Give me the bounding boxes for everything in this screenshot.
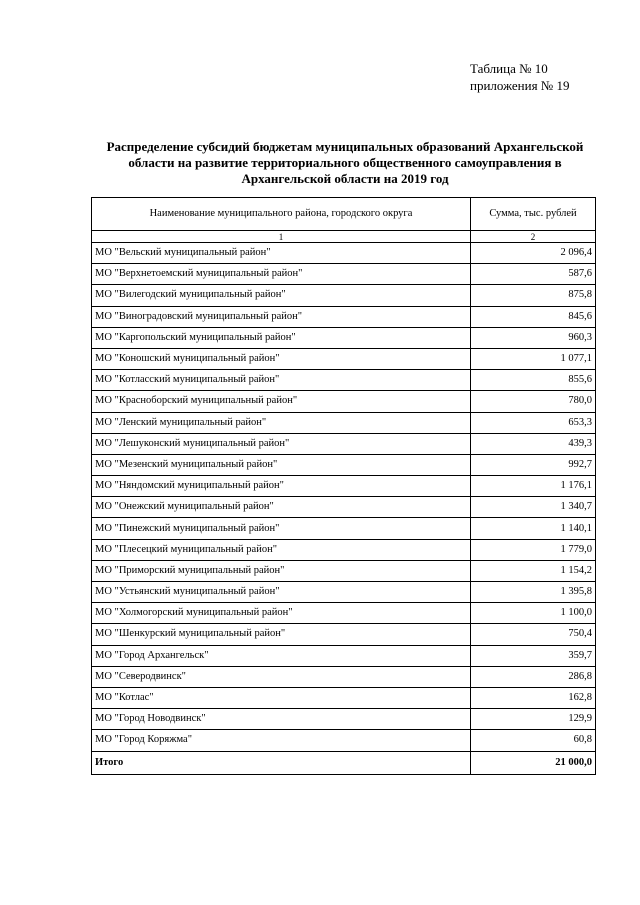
table-header-row [92, 198, 596, 231]
table-row [92, 391, 596, 412]
subsidy-amount: 1 340,7 [471, 497, 596, 518]
table-row [92, 539, 596, 560]
subsidy-amount: 1 100,0 [471, 603, 596, 624]
subsidy-table [91, 197, 596, 775]
municipality-name: МО "Верхнетоемский муниципальный район" [92, 264, 471, 285]
table-row [92, 560, 596, 581]
table-row [92, 370, 596, 391]
municipality-name: МО "Устьянский муниципальный район" [92, 582, 471, 603]
municipality-name: МО "Пинежский муниципальный район" [92, 518, 471, 539]
municipality-name: МО "Вельский муниципальный район" [92, 243, 471, 264]
subsidy-amount: 1 779,0 [471, 539, 596, 560]
municipality-name: МО "Онежский муниципальный район" [92, 497, 471, 518]
municipality-name: МО "Холмогорский муниципальный район" [92, 603, 471, 624]
table-row [92, 603, 596, 624]
table-reference [470, 60, 569, 94]
municipality-name: МО "Коношский муниципальный район" [92, 348, 471, 369]
subsidy-amount: 1 154,2 [471, 560, 596, 581]
subsidy-amount: 653,3 [471, 412, 596, 433]
subsidy-amount: 992,7 [471, 454, 596, 475]
table-row [92, 582, 596, 603]
municipality-name: МО "Город Архангельск" [92, 645, 471, 666]
table-row [92, 454, 596, 475]
municipality-name: МО "Северодвинск" [92, 666, 471, 687]
municipality-name: МО "Город Коряжма" [92, 730, 471, 751]
table-row [92, 264, 596, 285]
subsidy-amount: 875,8 [471, 285, 596, 306]
subsidy-amount: 2 096,4 [471, 243, 596, 264]
document-title: Распределение субсидий бюджетам муниципальных образований Архангельской области на развитие территориального общественного самоуправления в Архангельской области на 2019 год [106, 139, 584, 186]
appendix-number: приложения № 19 [470, 78, 570, 93]
column-number-1: 1 [92, 231, 471, 243]
subsidy-amount: 1 176,1 [471, 476, 596, 497]
municipality-name: МО "Приморский муниципальный район" [92, 560, 471, 581]
table-row [92, 709, 596, 730]
table-row [92, 518, 596, 539]
table-row [92, 666, 596, 687]
subsidy-amount: 587,6 [471, 264, 596, 285]
table-row [92, 285, 596, 306]
subsidy-amount: 855,6 [471, 370, 596, 391]
subsidy-amount: 439,3 [471, 433, 596, 454]
table-row [92, 624, 596, 645]
subsidy-amount: 60,8 [471, 730, 596, 751]
subsidy-amount: 1 395,8 [471, 582, 596, 603]
table-row [92, 687, 596, 708]
table-row [92, 645, 596, 666]
municipality-name: МО "Каргопольский муниципальный район" [92, 327, 471, 348]
municipality-name: МО "Виноградовский муниципальный район" [92, 306, 471, 327]
column-header-sum: Сумма, тыс. рублей [471, 198, 596, 231]
table-row [92, 476, 596, 497]
table-row [92, 243, 596, 264]
subsidy-amount: 1 077,1 [471, 348, 596, 369]
municipality-name: МО "Котласский муниципальный район" [92, 370, 471, 391]
municipality-name: МО "Шенкурский муниципальный район" [92, 624, 471, 645]
total-amount: 21 000,0 [471, 751, 596, 774]
table-number: Таблица № 10 [470, 61, 548, 76]
subsidy-amount: 845,6 [471, 306, 596, 327]
subsidy-amount: 780,0 [471, 391, 596, 412]
municipality-name: МО "Котлас" [92, 687, 471, 708]
column-number-row [92, 231, 596, 243]
subsidy-amount: 359,7 [471, 645, 596, 666]
table-row [92, 433, 596, 454]
municipality-name: МО "Красноборский муниципальный район" [92, 391, 471, 412]
total-label: Итого [92, 751, 471, 774]
subsidy-amount: 286,8 [471, 666, 596, 687]
total-row [92, 751, 596, 774]
municipality-name: МО "Няндомский муниципальный район" [92, 476, 471, 497]
municipality-name: МО "Мезенский муниципальный район" [92, 454, 471, 475]
table-row [92, 497, 596, 518]
municipality-name: МО "Ленский муниципальный район" [92, 412, 471, 433]
subsidy-amount: 960,3 [471, 327, 596, 348]
subsidy-amount: 1 140,1 [471, 518, 596, 539]
column-number-2: 2 [471, 231, 596, 243]
table-row [92, 327, 596, 348]
column-header-name: Наименование муниципального района, городского округа [92, 198, 471, 231]
table-row [92, 412, 596, 433]
table-row [92, 730, 596, 751]
subsidy-amount: 129,9 [471, 709, 596, 730]
municipality-name: МО "Вилегодский муниципальный район" [92, 285, 471, 306]
subsidy-amount: 162,8 [471, 687, 596, 708]
municipality-name: МО "Лешуконский муниципальный район" [92, 433, 471, 454]
municipality-name: МО "Плесецкий муниципальный район" [92, 539, 471, 560]
subsidy-amount: 750,4 [471, 624, 596, 645]
table-row [92, 306, 596, 327]
municipality-name: МО "Город Новодвинск" [92, 709, 471, 730]
table-row [92, 348, 596, 369]
